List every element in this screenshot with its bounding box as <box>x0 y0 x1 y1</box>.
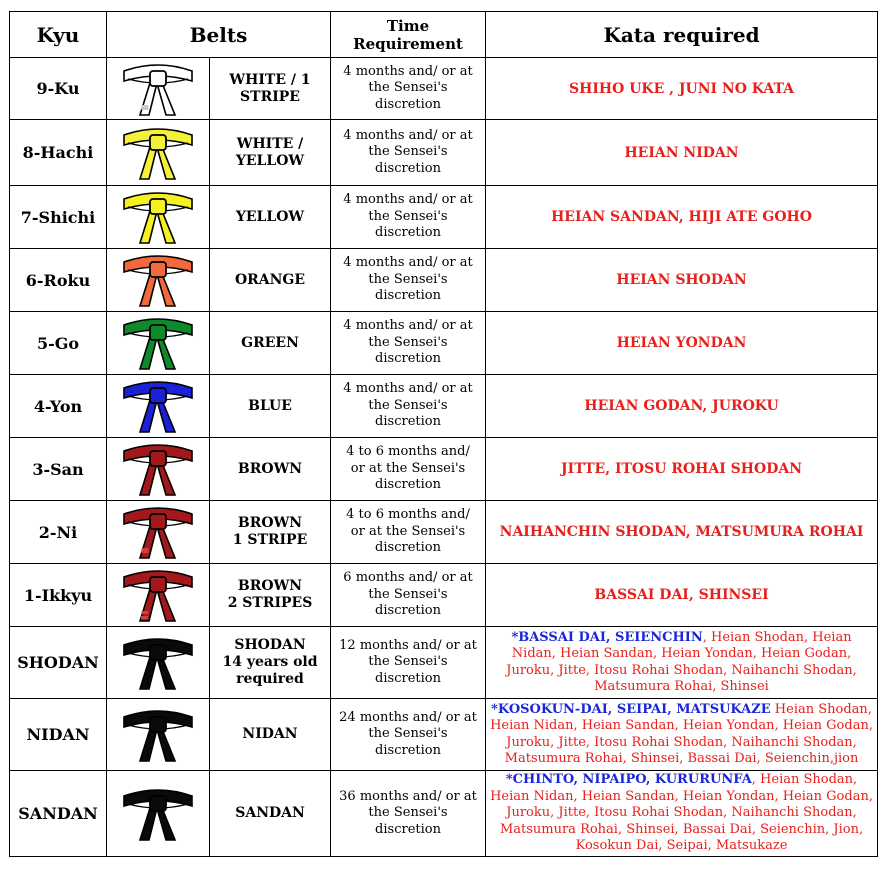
kyu-rank: 7-Shichi <box>10 186 107 249</box>
belt-name <box>210 564 331 627</box>
time-requirement <box>331 627 486 699</box>
table-row <box>10 249 878 312</box>
time-line: 4 months and/ or at <box>343 192 473 208</box>
time-line: discretion <box>375 477 441 493</box>
table-row <box>10 186 878 249</box>
kata-text: HEIAN NIDAN <box>624 144 739 161</box>
time-requirement <box>331 58 486 120</box>
belt-name <box>210 375 331 438</box>
kata-text: HEIAN YONDAN <box>616 335 747 351</box>
kyu-rank: 5-Go <box>10 312 107 375</box>
belt-name <box>210 186 331 249</box>
time-line: the Sensei's <box>368 805 448 821</box>
kyu-rank: 6-Roku <box>10 249 107 312</box>
belt-icon <box>107 501 210 564</box>
header-time <box>331 12 486 58</box>
time-requirement <box>331 564 486 627</box>
belt-name <box>210 312 331 375</box>
belt-name-line: YELLOW <box>235 152 305 169</box>
kata-required <box>486 627 878 699</box>
time-line: the Sensei's <box>368 80 448 96</box>
belt-name <box>210 120 331 186</box>
time-requirement <box>331 699 486 771</box>
kyu-rank: 2-Ni <box>10 501 107 564</box>
time-line: 4 months and/ or at <box>343 127 473 143</box>
time-line: the Sensei's <box>368 208 448 224</box>
kata-text: HEIAN SHODAN <box>616 272 747 288</box>
time-requirement <box>331 501 486 564</box>
belt-icon <box>107 58 210 120</box>
belt-name-line: YELLOW <box>235 208 305 225</box>
belt-name-line: NIDAN <box>242 726 298 742</box>
belt-name-line: BLUE <box>248 397 292 414</box>
table-row <box>10 312 878 375</box>
time-line: discretion <box>375 603 441 619</box>
time-line: discretion <box>375 540 441 556</box>
belt-icon <box>107 186 210 249</box>
belt-name <box>210 627 331 699</box>
belt-icon <box>107 771 210 857</box>
time-line: 4 months and/ or at <box>343 255 473 271</box>
belt-name-line: 2 STRIPES <box>227 595 313 611</box>
belt-icon <box>107 312 210 375</box>
kata-list: , Heian Shodan, Heian Nidan, Heian Sandan, Heian Yondan, Heian Godan, Juroku, Jitte, Itosu Rohai Shodan, Naihanchi Shodan, Matsumura Rohai, Shinsei, Bassai Dai, Seienchin, Jion, Kosokun Dai, Seipai, Matsukaze <box>490 772 873 854</box>
time-line: 12 months and/ or at <box>339 637 477 653</box>
time-line: discretion <box>375 225 441 241</box>
time-requirement <box>331 375 486 438</box>
kata-list: , Heian Shodan, Heian Nidan, Heian Sandan, Heian Yondan, Heian Godan, Juroku, Jitte, Itosu Rohai Shodan, Naihanchi Shodan, Matsumura Rohai, Shinsei <box>506 629 857 694</box>
kata-text: NAIHANCHIN SHODAN, MATSUMURA ROHAI <box>499 524 864 540</box>
belt-name <box>210 249 331 312</box>
belt-name-line: ORANGE <box>234 271 306 288</box>
table-row <box>10 375 878 438</box>
table-row <box>10 627 878 699</box>
time-line: discretion <box>375 160 441 176</box>
belt-icon <box>107 120 210 186</box>
time-line: 36 months and/ or at <box>339 788 477 804</box>
belt-icon <box>107 627 210 699</box>
kyu-belt-table <box>9 11 878 857</box>
time-requirement <box>331 186 486 249</box>
time-line: the Sensei's <box>368 144 448 160</box>
kata-required <box>486 186 878 249</box>
time-line: discretion <box>375 96 441 112</box>
kata-text: SHIHO UKE , JUNI NO KATA <box>569 80 794 97</box>
time-requirement <box>331 438 486 501</box>
belt-icon <box>107 438 210 501</box>
time-line: discretion <box>375 670 441 686</box>
belt-name-line: BROWN <box>237 515 303 531</box>
kata-required <box>486 312 878 375</box>
kata-required <box>486 699 878 771</box>
belt-name-line: BROWN <box>237 460 303 477</box>
time-line: the Sensei's <box>368 334 448 350</box>
belt-name-line: WHITE / 1 <box>229 71 311 88</box>
belt-name-line: 14 years old <box>222 654 318 670</box>
time-line: the Sensei's <box>368 397 448 413</box>
belt-name-line: BROWN <box>237 578 303 594</box>
time-requirement <box>331 249 486 312</box>
time-line: or at the Sensei's <box>350 523 466 539</box>
kata-primary: *CHINTO, NIPAIPO, KURURUNFA <box>505 772 752 788</box>
belt-name-line: STRIPE <box>240 88 300 105</box>
time-line: the Sensei's <box>368 654 448 670</box>
kyu-rank: SHODAN <box>10 627 107 699</box>
kata-required <box>486 58 878 120</box>
kata-required <box>486 249 878 312</box>
belt-name-line: GREEN <box>241 334 299 351</box>
time-line: the Sensei's <box>368 726 448 742</box>
time-line: 24 months and/ or at <box>339 709 477 725</box>
kata-required <box>486 501 878 564</box>
table-row <box>10 438 878 501</box>
time-line: 4 to 6 months and/ <box>346 444 470 460</box>
time-line: discretion <box>375 414 441 430</box>
belt-name-line: 1 STRIPE <box>232 532 308 548</box>
time-line: discretion <box>375 742 441 758</box>
belt-name <box>210 438 331 501</box>
kata-required <box>486 564 878 627</box>
header-time-line2: Requirement <box>353 34 463 53</box>
time-requirement <box>331 312 486 375</box>
time-line: discretion <box>375 288 441 304</box>
belt-name <box>210 771 331 857</box>
kata-required <box>486 771 878 857</box>
time-line: 4 to 6 months and/ <box>346 507 470 523</box>
time-requirement <box>331 120 486 186</box>
kyu-rank: 4-Yon <box>10 375 107 438</box>
belt-name-line: WHITE / <box>236 135 304 152</box>
belt-name <box>210 58 331 120</box>
time-requirement <box>331 771 486 857</box>
header-kata: Kata required <box>486 12 878 58</box>
belt-icon <box>107 564 210 627</box>
belt-name-line: SANDAN <box>235 805 305 821</box>
header-time-line1: Time <box>386 16 430 35</box>
kyu-rank: 8-Hachi <box>10 120 107 186</box>
kata-text: JITTE, ITOSU ROHAI SHODAN <box>561 461 802 477</box>
kyu-rank: 1-Ikkyu <box>10 564 107 627</box>
table-row <box>10 58 878 120</box>
table-row <box>10 120 878 186</box>
kata-text: BASSAI DAI, SHINSEI <box>594 587 769 603</box>
kyu-rank: SANDAN <box>10 771 107 857</box>
time-line: 4 months and/ or at <box>343 318 473 334</box>
kata-primary: *KOSOKUN-DAI, SEIPAI, MATSUKAZE <box>491 701 771 717</box>
kata-text: HEIAN GODAN, JUROKU <box>584 398 779 414</box>
belt-name-line: required <box>236 671 304 687</box>
table-row <box>10 564 878 627</box>
header-belts: Belts <box>107 12 331 58</box>
header-kyu: Kyu <box>10 12 107 58</box>
kyu-rank: 3-San <box>10 438 107 501</box>
time-line: 4 months and/ or at <box>343 381 473 397</box>
table-row <box>10 501 878 564</box>
header-row <box>10 12 878 58</box>
kata-required <box>486 438 878 501</box>
belt-icon <box>107 375 210 438</box>
time-line: 4 months and/ or at <box>343 63 473 79</box>
time-line: 6 months and/ or at <box>343 570 473 586</box>
time-line: discretion <box>375 821 441 837</box>
kata-required <box>486 120 878 186</box>
time-line: discretion <box>375 351 441 367</box>
belt-icon <box>107 699 210 771</box>
kata-primary: *BASSAI DAI, SEIENCHIN <box>511 629 703 645</box>
kyu-rank: 9-Ku <box>10 58 107 120</box>
belt-name <box>210 501 331 564</box>
kata-text: HEIAN SANDAN, HIJI ATE GOHO <box>551 209 812 225</box>
kata-required <box>486 375 878 438</box>
time-line: or at the Sensei's <box>350 460 466 476</box>
belt-name-line: SHODAN <box>234 637 306 653</box>
belt-icon <box>107 249 210 312</box>
time-line: the Sensei's <box>368 586 448 602</box>
time-line: the Sensei's <box>368 271 448 287</box>
kata-list: Heian Shodan, Heian Nidan, Heian Sandan, Heian Yondan, Heian Godan, Juroku, Jitte, Itosu Rohai Shodan, Naihanchi Shodan, Matsumura Rohai, Shinsei, Bassai Dai, Seienchin,jion <box>490 701 873 766</box>
kyu-rank: NIDAN <box>10 699 107 771</box>
belt-name <box>210 699 331 771</box>
table-row <box>10 771 878 857</box>
table-row <box>10 699 878 771</box>
